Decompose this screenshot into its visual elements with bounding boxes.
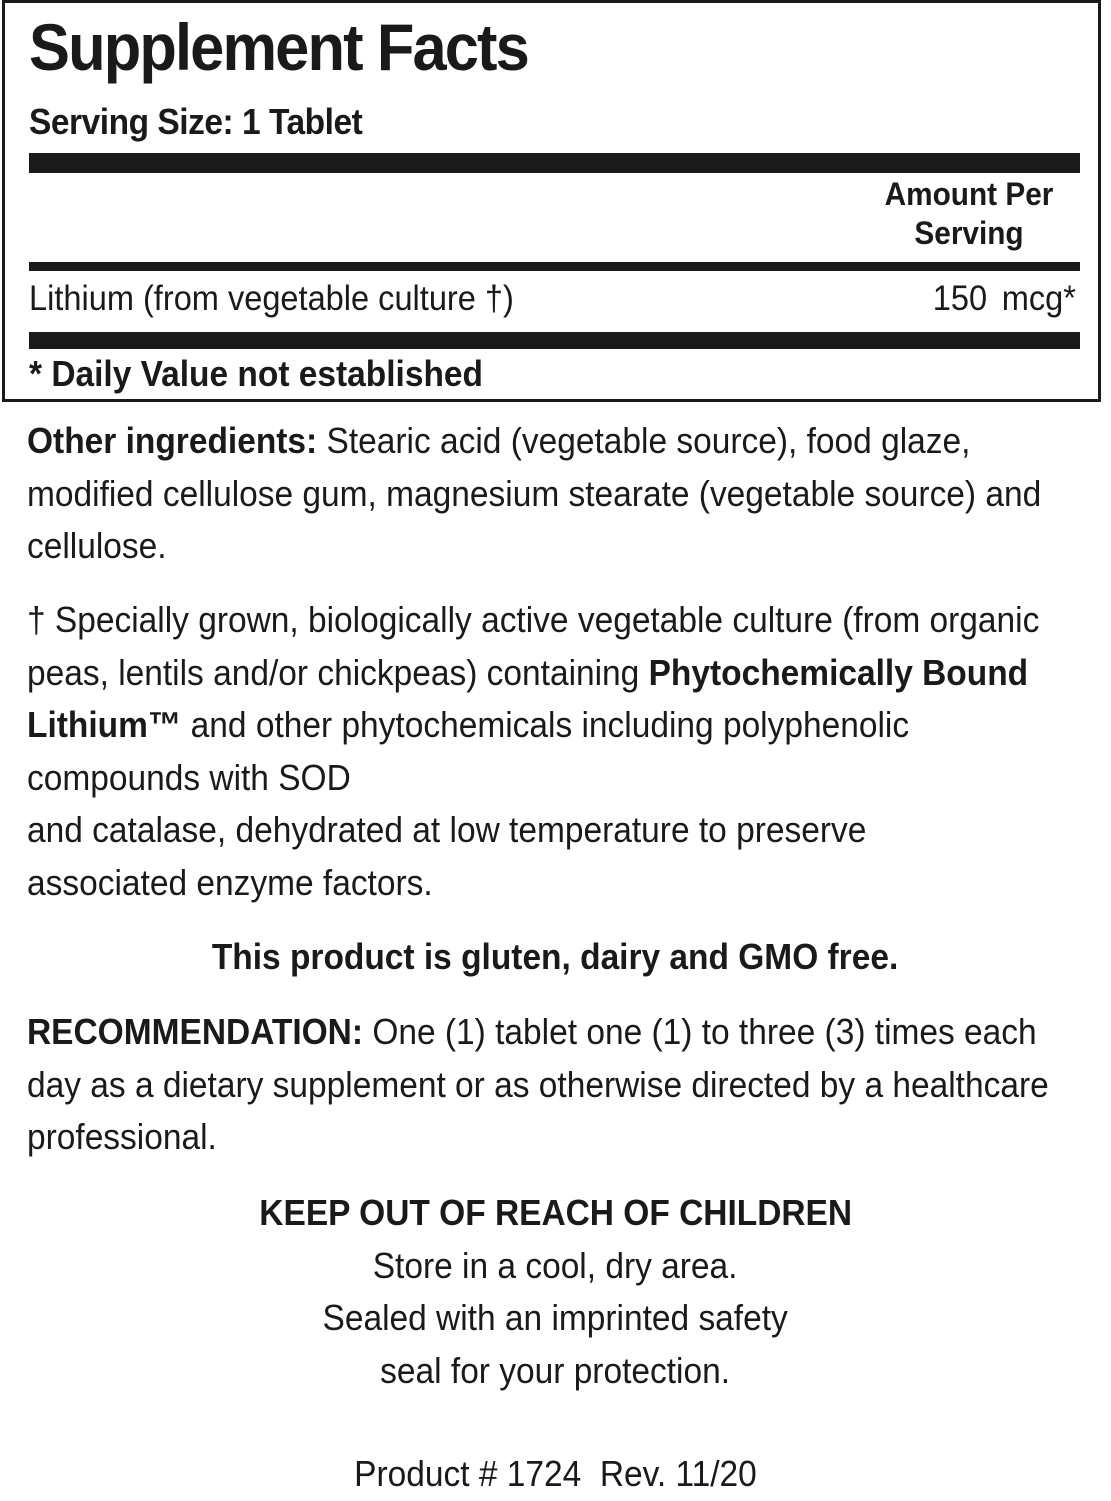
amount-per-serving-header (881, 175, 1058, 253)
culture-footnote (27, 594, 1069, 909)
bottom-divider (29, 332, 1080, 349)
medium-divider (29, 262, 1080, 271)
warning-line1: Store in a cool, dry area. (373, 1244, 738, 1286)
other-ingredients-text: Stearic acid (vegetable source), food glaze, modified cellulose gum, magnesium stearate (vegetable source) and cellulose. (27, 420, 1042, 566)
amount-header-line1: Amount Per (884, 176, 1054, 212)
free-statement (0, 931, 1111, 984)
warning-heading: KEEP OUT OF REACH OF CHILDREN (259, 1192, 852, 1233)
nutrient-name: Lithium (from vegetable culture †) (29, 279, 514, 318)
product-info-text: Product # 1724 Rev. 11/20 (354, 1453, 757, 1494)
footnote-intro: † Specially grown, biologically active vegetable culture (from organic peas, lentils and/or chickpeas) containing (27, 599, 1040, 693)
recommendation-label: RECOMMENDATION: (27, 1011, 364, 1052)
other-ingredients-label: Other ingredients: (27, 420, 318, 461)
footnote-rest2: and catalase, dehydrated at low temperature to preserve associated enzyme factors. (27, 809, 867, 903)
warning-line2: Sealed with an imprinted safety (322, 1297, 789, 1338)
free-statement-text: This product is gluten, dairy and GMO free. (212, 936, 899, 977)
storage-warning (0, 1187, 1111, 1397)
nutrient-amount: 150 mcg* (932, 279, 1076, 318)
product-info (0, 1448, 1111, 1501)
serving-size: Serving Size: 1 Tablet (29, 101, 363, 142)
recommendation (27, 1006, 1083, 1164)
warning-line3: seal for your protection. (380, 1349, 731, 1391)
supplement-facts-panel (2, 0, 1101, 402)
footnote-bold: Phytochemically Bound Lithium™ (27, 651, 1029, 745)
footnote-rest1: and other phytochemicals including polyphenolic compounds with SOD (27, 704, 910, 798)
daily-value-note: * Daily Value not established (29, 353, 483, 394)
panel-title: Supplement Facts (29, 10, 528, 84)
thick-divider (29, 153, 1080, 173)
other-ingredients (27, 415, 1069, 573)
amount-header-line2: Serving (914, 215, 1024, 251)
recommendation-text: One (1) tablet one (1) to three (3) times each day as a dietary supplement or as otherwise directed by a healthcare professional. (27, 1011, 1049, 1157)
